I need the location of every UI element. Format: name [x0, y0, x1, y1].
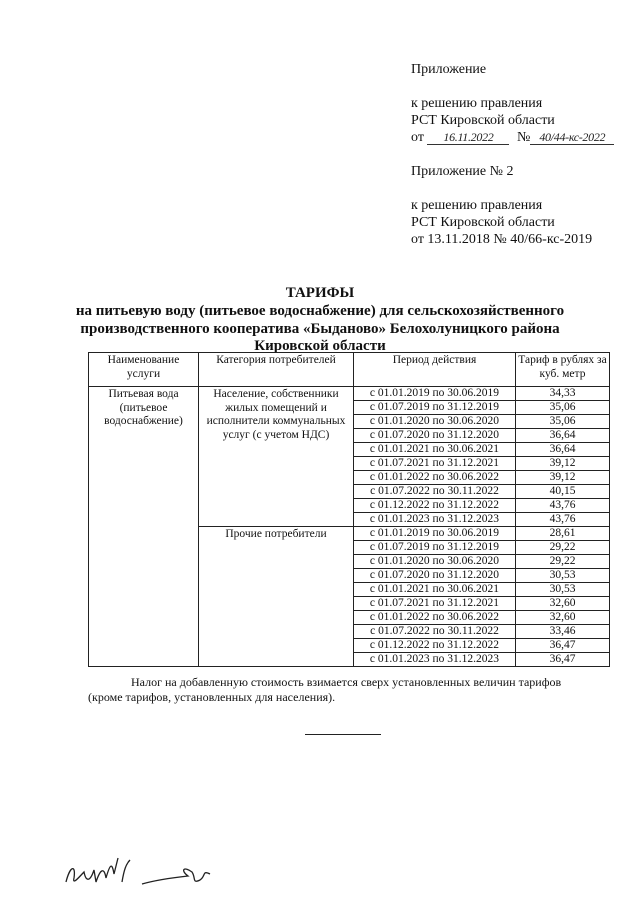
- signature-scribble: [60, 852, 220, 892]
- tariff-value-cell: 32,60: [516, 597, 610, 611]
- title-line-2: на питьевую воду (питьевое водоснабжение) для сельскохозяйственного: [75, 303, 565, 319]
- tariff-value-cell: 29,22: [516, 555, 610, 569]
- period-cell: с 01.01.2020 по 30.06.2020: [354, 415, 516, 429]
- tariff-value-cell: 33,46: [516, 625, 610, 639]
- vat-note-line-2: (кроме тарифов, установленных для населения).: [88, 690, 336, 704]
- tariff-value-cell: 30,53: [516, 583, 610, 597]
- tariff-value-cell: 43,76: [516, 513, 610, 527]
- tariff-value-cell: 32,60: [516, 611, 610, 625]
- tariff-value-cell: 29,22: [516, 541, 610, 555]
- title-line-4: Кировской области: [254, 338, 386, 354]
- period-cell: с 01.01.2022 по 30.06.2022: [354, 611, 516, 625]
- appendix-label: Приложение: [411, 62, 487, 77]
- table-row: [89, 387, 610, 401]
- title-tariffs: ТАРИФЫ: [285, 285, 355, 301]
- from-prefix: от: [411, 130, 424, 145]
- tariff-table: [88, 352, 610, 667]
- period-cell: с 01.01.2023 по 31.12.2023: [354, 513, 516, 527]
- period-cell: с 01.07.2020 по 31.12.2020: [354, 569, 516, 583]
- tariff-value-cell: 36,64: [516, 443, 610, 457]
- period-cell: с 01.07.2019 по 31.12.2019: [354, 541, 516, 555]
- service-name-cell: Питьевая вода (питьевое водоснабжение): [89, 387, 199, 667]
- period-cell: с 01.01.2022 по 30.06.2022: [354, 471, 516, 485]
- period-cell: с 01.12.2022 по 31.12.2022: [354, 499, 516, 513]
- tariff-value-cell: 40,15: [516, 485, 610, 499]
- tariff-value-cell: 28,61: [516, 527, 610, 541]
- decision-date-line: [411, 130, 614, 146]
- tariff-value-cell: 34,33: [516, 387, 610, 401]
- tariff-value-cell: 39,12: [516, 471, 610, 485]
- column-header: Наименование услуги: [89, 353, 199, 387]
- period-cell: с 01.07.2022 по 30.11.2022: [354, 625, 516, 639]
- period-cell: с 01.07.2021 по 31.12.2021: [354, 457, 516, 471]
- column-header: Категория потребителей: [199, 353, 354, 387]
- tariff-value-cell: 39,12: [516, 457, 610, 471]
- tariff-value-cell: 35,06: [516, 401, 610, 415]
- appendix2-label: Приложение № 2: [411, 164, 514, 179]
- period-cell: с 01.01.2023 по 31.12.2023: [354, 653, 516, 667]
- handwritten-number: 40/44-кс-2022: [530, 131, 614, 145]
- reference-label: от 13.11.2018 № 40/66-кс-2019: [411, 232, 593, 247]
- table-header-row: [89, 353, 610, 387]
- title-line-3: производственного кооператива «Быданово» Белохолуницкого района: [80, 321, 560, 337]
- authority2-label: РСТ Кировской области: [411, 215, 555, 230]
- period-cell: с 01.12.2022 по 31.12.2022: [354, 639, 516, 653]
- authority-label: РСТ Кировской области: [411, 113, 555, 128]
- column-header: Период действия: [354, 353, 516, 387]
- period-cell: с 01.01.2019 по 30.06.2019: [354, 527, 516, 541]
- period-cell: с 01.01.2019 по 30.06.2019: [354, 387, 516, 401]
- to-decision2-label: к решению правления: [411, 198, 543, 213]
- to-decision-label: к решению правления: [411, 96, 543, 111]
- vat-note-line-1: Налог на добавленную стоимость взимается сверх установленных величин тарифов: [131, 675, 562, 689]
- tariff-value-cell: 36,47: [516, 639, 610, 653]
- consumer-category-cell: Прочие потребители: [199, 527, 354, 667]
- tariff-value-cell: 36,47: [516, 653, 610, 667]
- period-cell: с 01.01.2021 по 30.06.2021: [354, 443, 516, 457]
- consumer-category-cell: Население, собственники жилых помещений и исполнители коммунальных услуг (с учетом НДС): [199, 387, 354, 527]
- handwritten-date: 16.11.2022: [427, 131, 509, 145]
- tariff-value-cell: 35,06: [516, 415, 610, 429]
- number-prefix: №: [516, 130, 531, 145]
- period-cell: с 01.01.2021 по 30.06.2021: [354, 583, 516, 597]
- period-cell: с 01.07.2021 по 31.12.2021: [354, 597, 516, 611]
- period-cell: с 01.07.2019 по 31.12.2019: [354, 401, 516, 415]
- tariff-value-cell: 36,64: [516, 429, 610, 443]
- separator-line: [305, 734, 381, 735]
- column-header: Тариф в рублях за куб. метр: [516, 353, 610, 387]
- tariff-value-cell: 43,76: [516, 499, 610, 513]
- period-cell: с 01.07.2020 по 31.12.2020: [354, 429, 516, 443]
- period-cell: с 01.01.2020 по 30.06.2020: [354, 555, 516, 569]
- period-cell: с 01.07.2022 по 30.11.2022: [354, 485, 516, 499]
- tariff-value-cell: 30,53: [516, 569, 610, 583]
